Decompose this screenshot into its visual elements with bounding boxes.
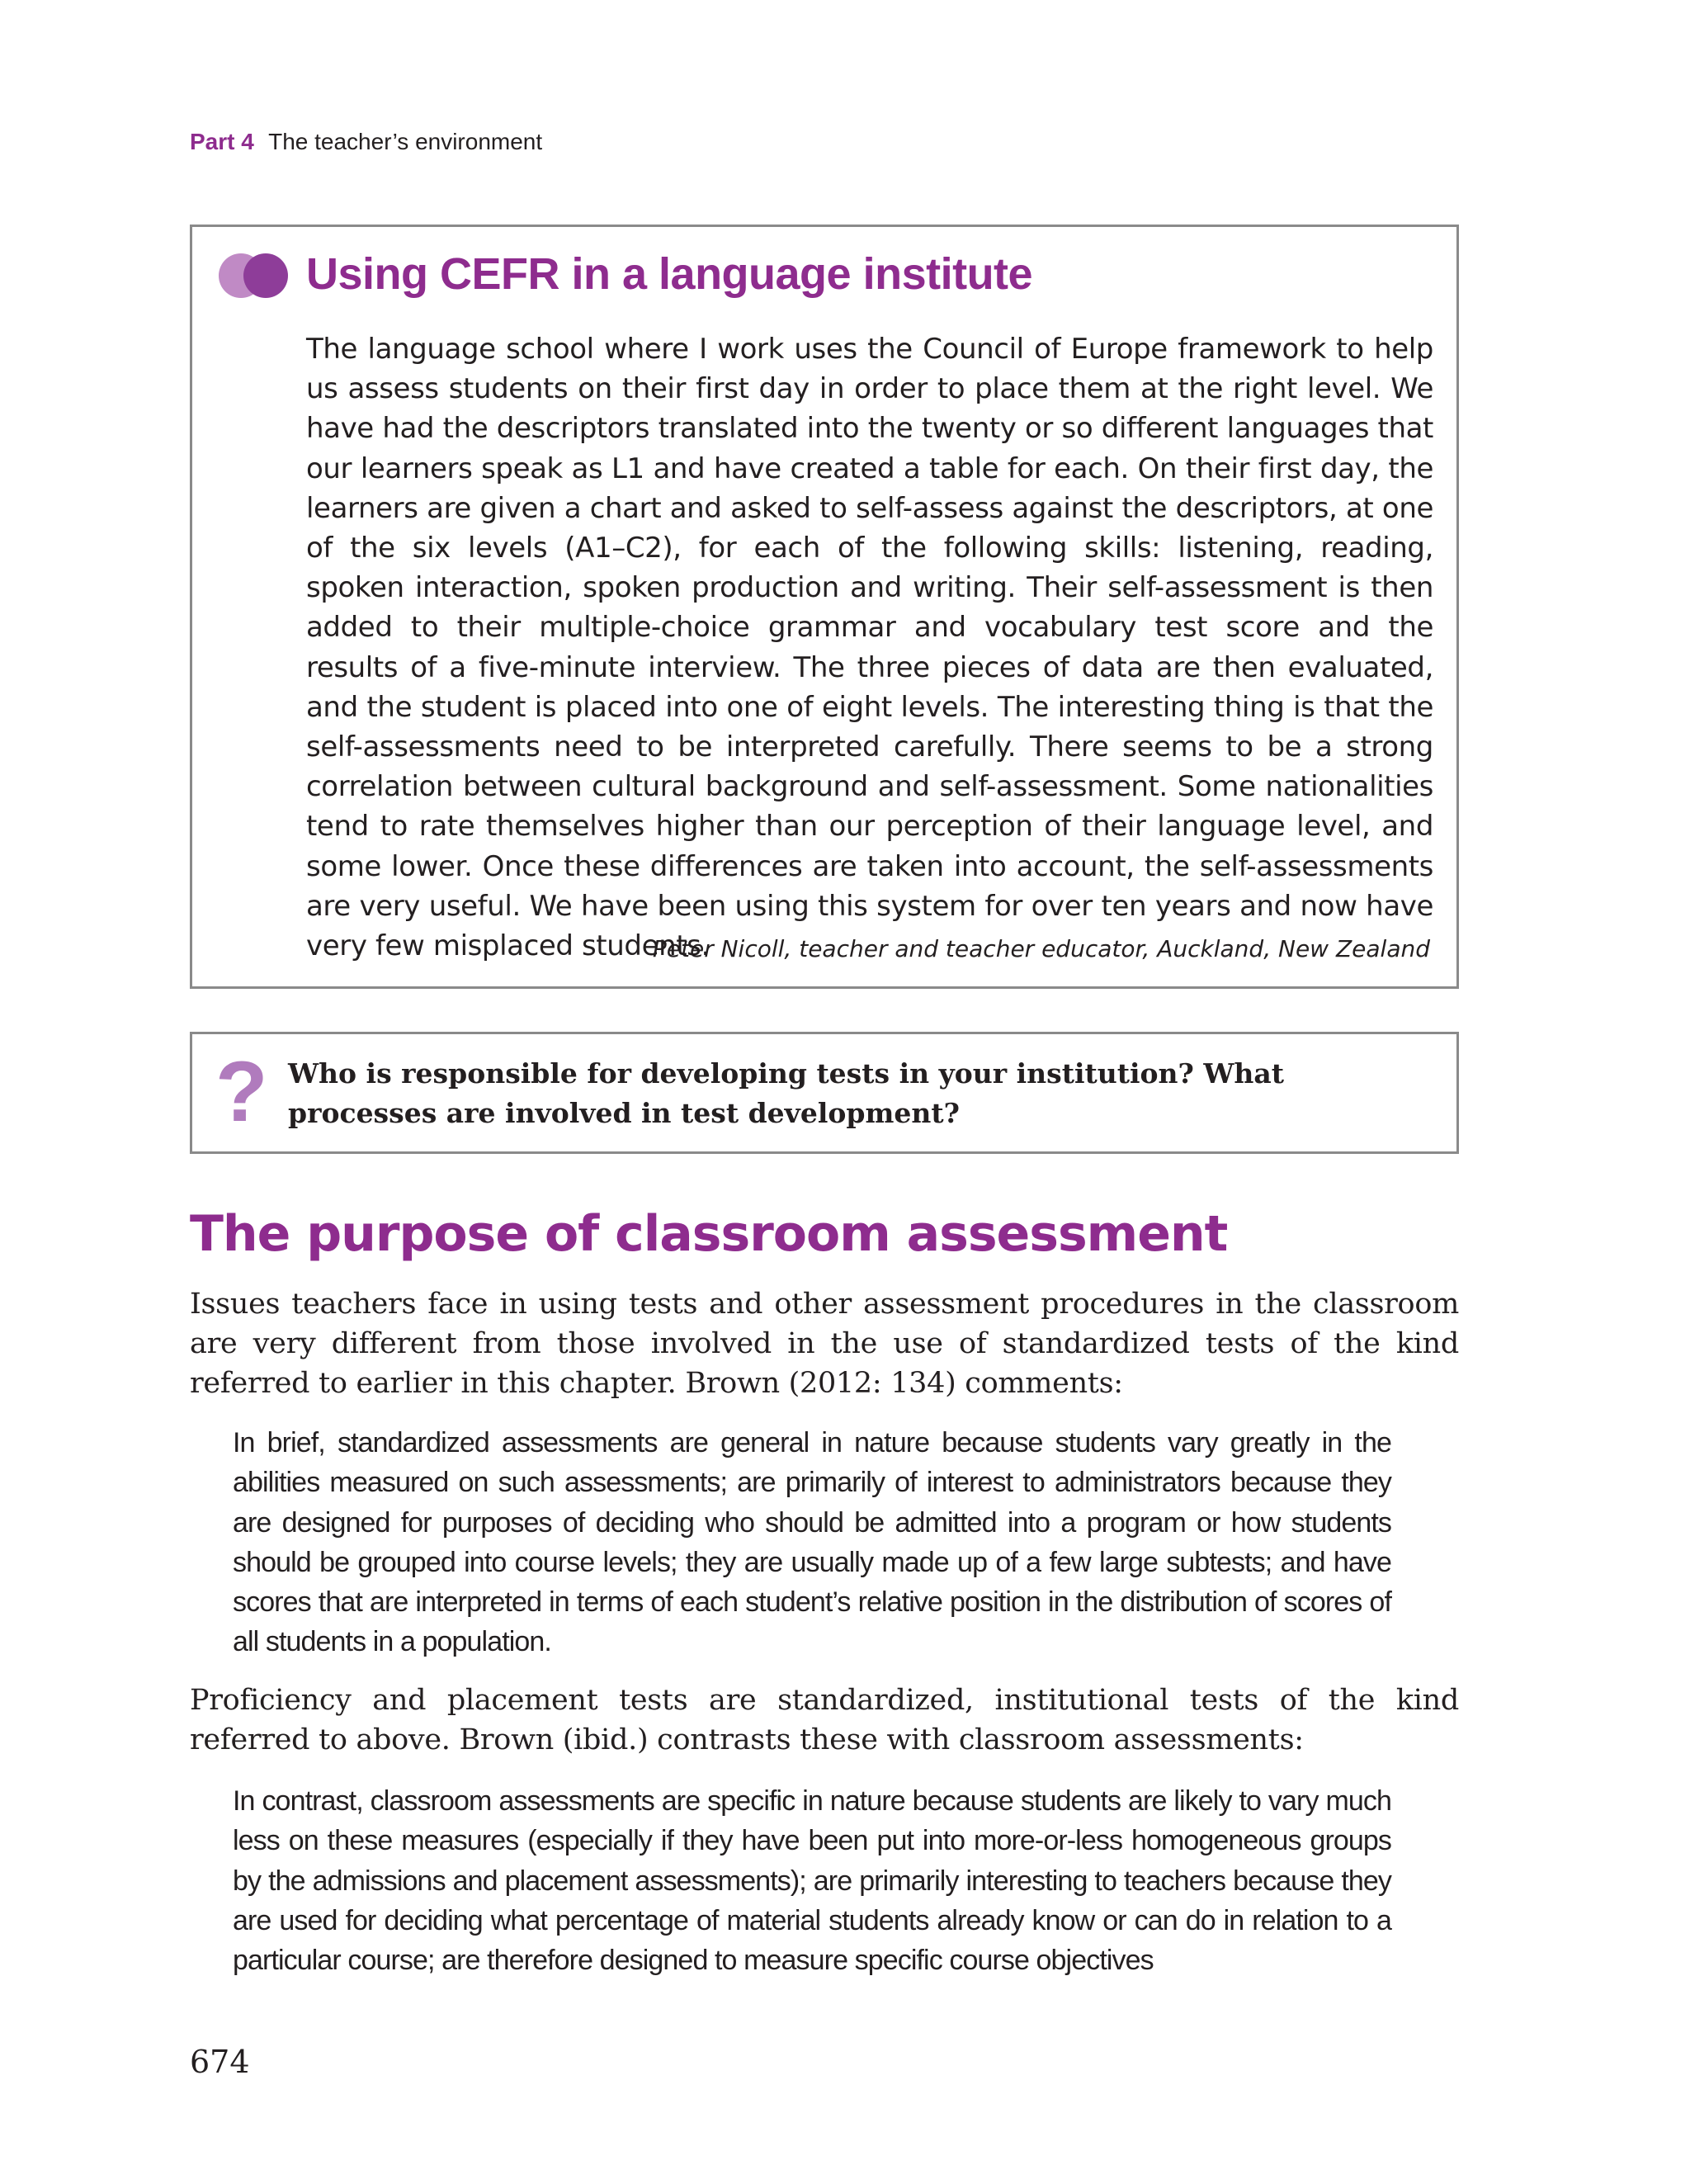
question-mark-icon: ?	[215, 1044, 268, 1140]
running-head	[190, 129, 542, 155]
page-number: 674	[190, 2044, 250, 2080]
two-circles-icon	[219, 253, 288, 298]
block-quote: In contrast, classroom assessments are specific in nature because students are likely to vary much less on these measures (especially if they have been put into more-or-less homogeneous groups by the admissions and placement assessments); are primarily interesting to teachers because they are used for deciding what percentage of material students already know or can do in relation to a particular course; are therefore designed to measure specific course objectives	[233, 1785, 1391, 1977]
case-study-attribution: Peter Nicoll, teacher and teacher educator, Auckland, New Zealand	[652, 935, 1430, 962]
reflection-question: Who is responsible for developing tests in your institution? What processes are involved in test development?	[288, 1057, 1285, 1129]
block-quote: In brief, standardized assessments are general in nature because students vary greatly in the abilities measured on such assessments; are primarily of interest to administrators because they are designed for purposes of deciding who should be admitted into a program or how students should be grouped into course levels; they are usually made up of a few large subtests; and have scores that are interpreted in terms of each student’s relative position in the distribution of scores of all students in a population.	[233, 1427, 1391, 1658]
running-head-title: The teacher’s environment	[268, 129, 543, 154]
running-head-part: Part 4	[190, 129, 254, 154]
case-study-box	[190, 225, 1459, 989]
body-paragraph: Proficiency and placement tests are standardized, institutional tests of the kind referred to above. Brown (ibid.) contrasts these with classroom assessments:	[190, 1684, 1459, 1756]
section-heading: The purpose of classroom assessment	[190, 1205, 1228, 1263]
reflection-box	[190, 1032, 1459, 1154]
case-study-body: The language school where I work uses the Council of Europe framework to help us assess students on their first day in order to place them at the right level. We have had the descriptors translated into the twenty or so different languages that our learners speak as L1 and have created a table for each. On their first day, the learners are given a chart and asked to self-assess against the descriptors, at one of the six levels (A1–C2), for each of the following skills: listening, reading, spoken interaction, spoken production and writing. Their self-assessment is then added to their multiple-choice grammar and vocabulary test score and the results of a five-minute interview. The three pieces of data are then evaluated, and the student is placed into one of eight levels. The interesting thing is that the self-assessments need to be interpreted carefully. There seems to be a strong correlation between cultural background and self-assessment. Some nationalities tend to rate themselves higher than our perception of their language level, and some lower. Once these differences are taken into account, the self-assessments are very useful. We have been using this system for over ten years and now have very few misplaced students.	[306, 333, 1433, 963]
body-paragraph: Issues teachers face in using tests and other assessment procedures in the classroom are very different from those involved in the use of standardized tests of the kind referred to earlier in this chapter. Brown (2012: 134) comments:	[190, 1288, 1459, 1400]
case-study-title: Using CEFR in a language institute	[306, 249, 1033, 299]
